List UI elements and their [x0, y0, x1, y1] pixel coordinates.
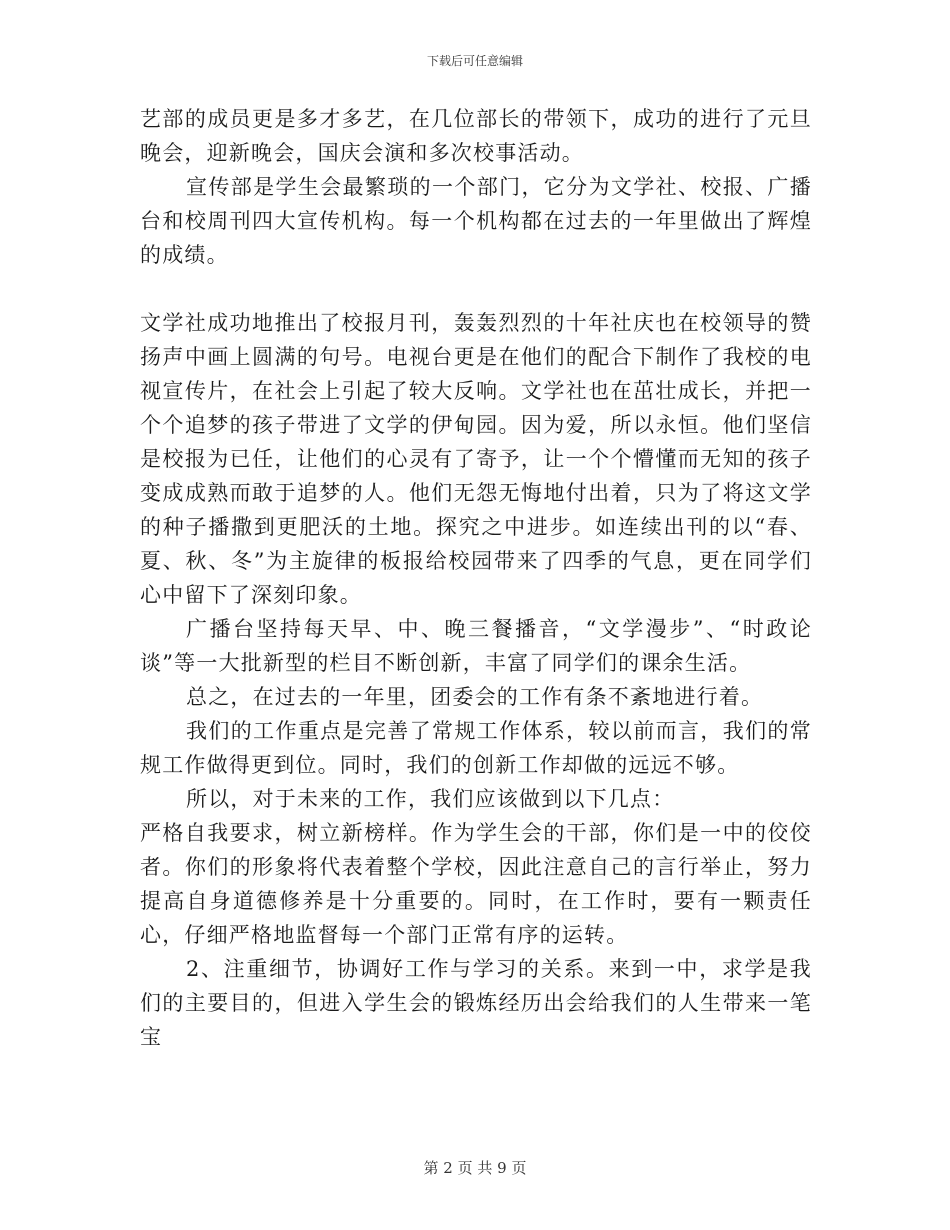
page-header: 下载后可任意编辑	[426, 54, 523, 68]
paragraph-2: 宣传部是学生会最繁琐的一个部门，它分为文学社、校报、广播台和校周刊四大宣传机构。每一个机构都在过去的一年里做出了辉煌的成绩。	[140, 175, 812, 267]
paragraph-spacer	[140, 272, 812, 306]
paragraph-9: 2、注重细节，协调好工作与学习的关系。来到一中，求学是我们的主要目的，但进入学生会的锻炼经历出会给我们的人生带来一笔宝	[140, 957, 812, 1049]
document-body	[140, 102, 812, 1054]
paragraph-6: 我们的工作重点是完善了常规工作体系，较以前而言，我们的常规工作做得更到位。同时，我们的创新工作却做的远远不够。	[140, 719, 812, 777]
page-footer: 第 2 页 共 9 页	[423, 1159, 527, 1177]
paragraph-1: 艺部的成员更是多才多艺，在几位部长的带领下，成功的进行了元旦晚会，迎新晚会，国庆会演和多次校事活动。	[140, 107, 812, 165]
paragraph-7: 所以，对于未来的工作，我们应该做到以下几点：	[186, 787, 675, 811]
paragraph-8: 严格自我要求，树立新榜样。作为学生会的干部，你们是一中的佼佼者。你们的形象将代表着整个学校，因此注意自己的言行举止，努力提高自身道德修养是十分重要的。同时，在工作时，要有一颗责任心，仔细严格地监督每一个部门正常有序的运转。	[140, 821, 812, 947]
paragraph-3: 文学社成功地推出了校报月刊，轰轰烈烈的十年社庆也在校领导的赞扬声中画上圆满的句号。电视台更是在他们的配合下制作了我校的电视宣传片，在社会上引起了较大反响。文学社也在茁壮成长，并把一个个追梦的孩子带进了文学的伊甸园。因为爱，所以永恒。他们坚信是校报为已任，让他们的心灵有了寄予，让一个个懵懂而无知的孩子变成成熟而敢于追梦的人。他们无怨无悔地付出着，只为了将这文学的种子播撒到更肥沃的土地。探究之中进步。如连续出刊的以“春、夏、秋、冬”为主旋律的板报给校园带来了四季的气息，更在同学们心中留下了深刻印象。	[140, 311, 812, 607]
paragraph-5: 总之，在过去的一年里，团委会的工作有条不紊地进行着。	[186, 685, 764, 709]
paragraph-4: 广播台坚持每天早、中、晚三餐播音，“文学漫步”、“时政论谈”等一大批新型的栏目不断创新，丰富了同学们的课余生活。	[140, 617, 812, 675]
